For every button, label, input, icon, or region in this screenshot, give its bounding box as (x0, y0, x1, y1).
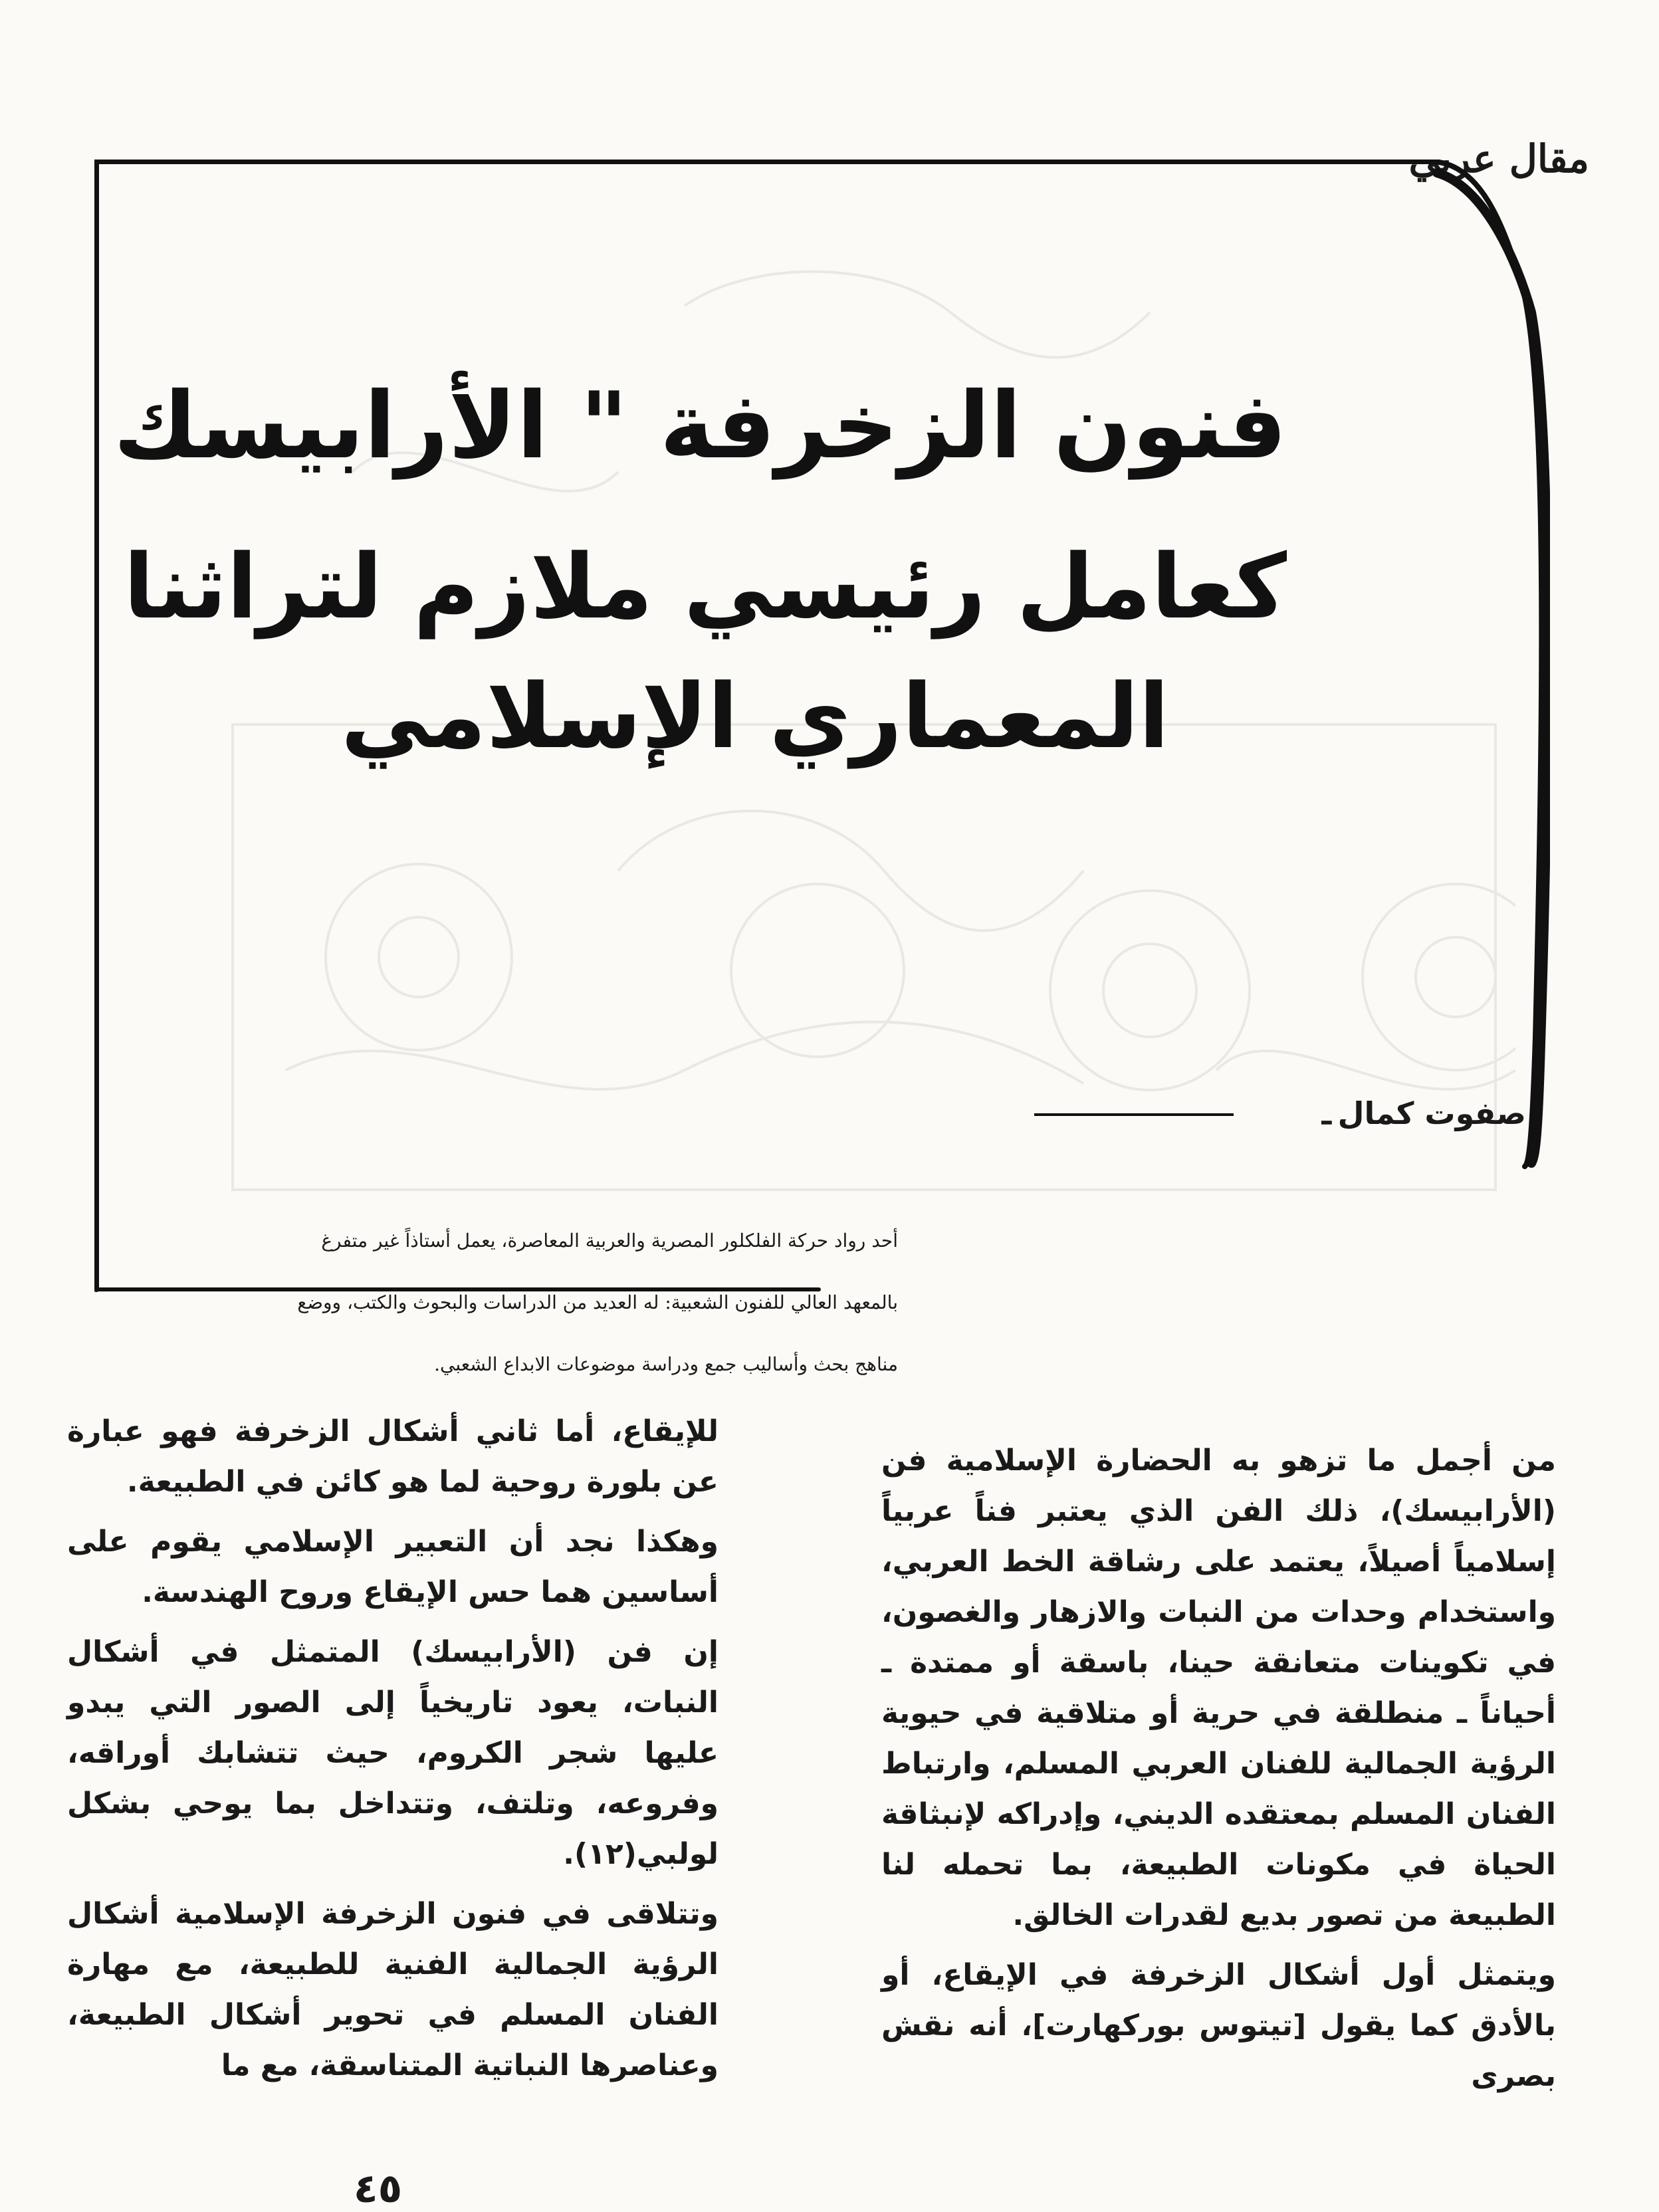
author-bio (94, 1210, 898, 1395)
section-label: مقال عربي (1408, 136, 1589, 181)
paragraph: إن فن (الأرابيسك) المتمثل في أشكال النبات، يعود تاريخياً إلى الصور التي يبدو عليها شجر الكروم، حيث تتشابك أوراقه، وفروعه، وتلتف، وتتداخل بما يوحي بشكل لولبي(١٢). (67, 1635, 719, 1871)
author-byline (1322, 1095, 1526, 1131)
paragraph: وتتلاقى في فنون الزخرفة الإسلامية أشكال الرؤية الجمالية الفنية للطبيعة، مع مهارة الفنان المسلم في تحوير أشكال الطبيعة، وعناصرها النباتية المتناسقة، مع ما (67, 1897, 719, 2082)
paragraph: من أجمل ما تزهو به الحضارة الإسلامية فن (الأرابيسك)، ذلك الفن الذي يعتبر فناً عربياً إسلامياً أصيلاً، يعتمد على رشاقة الخط العربي، واستخدام وحدات من النبات والازهار والغصون، في تكوينات متعانقة حينا، باسقة أو ممتدة ـ أحياناً ـ منطلقة في حرية أو متلاقية في حيوية الرؤية الجمالية للفنان العربي المسلم، وارتباط الفنان المسلم بمعتقده الديني، وإدراكه لإنبثاقة الحياة في مكونات الطبيعة، بما تحمله لنا الطبيعة من تصور بديع لقدرات الخالق. (881, 1444, 1556, 1932)
paragraph: وهكذا نجد أن التعبير الإسلامي يقوم على أساسين هما حس الإيقاع وروح الهندسة. (67, 1525, 719, 1609)
author-bio-line: بالمعهد العالي للفنون الشعبية: له العديد من الدراسات والبحوث والكتب، ووضع (297, 1291, 898, 1313)
article-column-left (67, 1406, 719, 2100)
article-title-line-2: كعامل رئيسي ملازم لتراثنا (123, 535, 1287, 639)
author-bio-line: مناهج بحث وأساليب جمع ودراسة موضوعات الابداع الشعبي. (434, 1353, 898, 1375)
paragraph: ويتمثل أول أشكال الزخرفة في الإيقاع، أو بالأدق كما يقول [تيتوس بوركهارت]، أنه نقش بصرى (881, 1958, 1556, 2093)
article-title-line-3: المعماري الإسلامي (340, 665, 1170, 768)
article-title-line-1: فنون الزخرفة " الأرابيسك (113, 372, 1287, 479)
byline-rule (1034, 1113, 1234, 1116)
page-number: ٤٥ (354, 2165, 403, 2212)
author-dash: ـ (1322, 1095, 1331, 1131)
article-column-right (881, 1436, 1556, 2111)
author-bio-line: أحد رواد حركة الفلكلور المصرية والعربية المعاصرة، يعمل أستاذاً غير متفرغ (321, 1230, 898, 1252)
author-name: صفوت كمال (1337, 1095, 1526, 1131)
paragraph: للإيقاع، أما ثاني أشكال الزخرفة فهو عبارة عن بلورة روحية لما هو كائن في الطبيعة. (67, 1414, 719, 1499)
